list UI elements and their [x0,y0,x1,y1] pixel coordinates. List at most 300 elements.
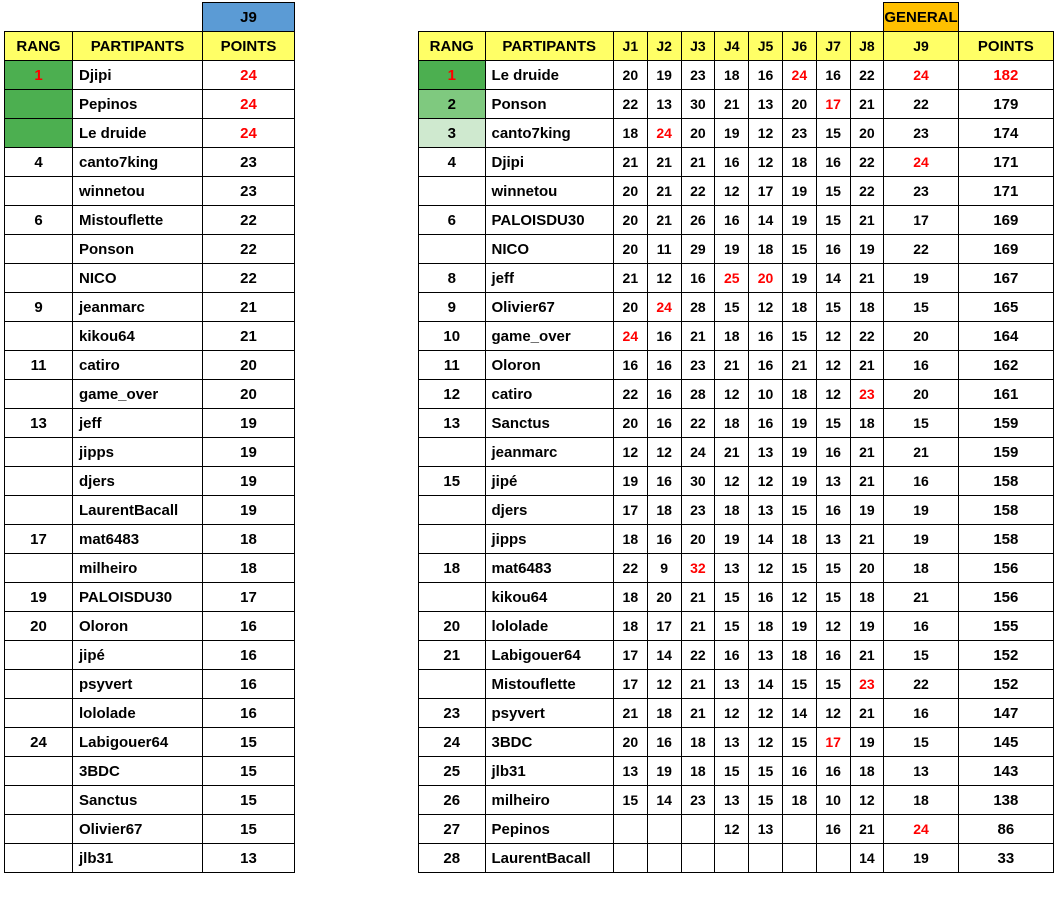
empty-cell [349,757,403,786]
journee-cell: 16 [681,264,715,293]
col-header-j7: J7 [816,32,850,61]
journee-cell: 23 [681,61,715,90]
journee-cell: 18 [613,583,647,612]
participant-cell: jlb31 [485,757,613,786]
table-row [419,844,1054,873]
total-points-cell: 155 [958,612,1053,641]
rank-cell: 4 [419,148,486,177]
points-cell: 15 [203,815,295,844]
journee-cell: 12 [816,699,850,728]
journee-cell: 21 [647,177,681,206]
empty-cell [349,3,403,32]
empty-cell [295,380,349,409]
journee-cell: 21 [850,351,884,380]
participant-cell: game_over [485,322,613,351]
journee-cell: 13 [816,467,850,496]
journee-cell: 24 [782,61,816,90]
empty-cell [349,525,403,554]
journee-cell: 30 [681,90,715,119]
empty-cell [782,3,816,32]
journee-cell: 19 [715,235,749,264]
journee-cell: 21 [850,438,884,467]
empty-cell [295,525,349,554]
points-cell: 19 [203,467,295,496]
journee-cell: 13 [715,786,749,815]
table-row [5,293,457,322]
points-cell: 24 [203,90,295,119]
table-row [5,380,457,409]
empty-cell [349,844,403,873]
rank-cell [5,177,73,206]
journee-cell: 17 [749,177,783,206]
journee-cell: 19 [782,177,816,206]
journee-cell: 15 [782,554,816,583]
total-points-cell: 169 [958,235,1053,264]
table-row [5,322,457,351]
journee-cell: 15 [816,206,850,235]
table-row [419,148,1054,177]
journee-cell: 14 [782,699,816,728]
journee-cell: 15 [715,757,749,786]
journee-cell: 19 [850,728,884,757]
col-header-j2: J2 [647,32,681,61]
points-cell: 23 [203,148,295,177]
table-row [5,699,457,728]
rank-cell: 24 [419,728,486,757]
table-row [5,235,457,264]
table-row [419,235,1054,264]
points-cell: 24 [203,61,295,90]
journee-cell: 22 [850,61,884,90]
participant-cell: PALOISDU30 [73,583,203,612]
col-header-points: POINTS [203,32,295,61]
points-cell: 17 [203,583,295,612]
journee-cell: 16 [715,641,749,670]
journee-cell [613,815,647,844]
total-points-cell: 159 [958,438,1053,467]
journee-cell: 12 [749,293,783,322]
journee-cell: 25 [715,264,749,293]
journee-cell: 20 [782,90,816,119]
table-row [419,554,1054,583]
col-header-participants: PARTIPANTS [485,32,613,61]
journee-cell: 23 [884,119,958,148]
general-top-header-row [419,3,1054,32]
j9-table-body [5,3,457,873]
journee-cell: 22 [884,90,958,119]
general-label: GENERAL [884,3,958,32]
rank-cell [5,554,73,583]
journee-cell: 12 [715,177,749,206]
journee-cell: 19 [850,235,884,264]
journee-cell: 20 [613,409,647,438]
participant-cell: lololade [73,699,203,728]
table-row [5,496,457,525]
rank-cell: 11 [419,351,486,380]
journee-cell: 15 [715,583,749,612]
total-points-cell: 159 [958,409,1053,438]
table-row [5,815,457,844]
journee-cell: 15 [884,641,958,670]
rank-cell [5,641,73,670]
col-header-j1: J1 [613,32,647,61]
participant-cell: Pepinos [73,90,203,119]
empty-cell [349,612,403,641]
journee-cell: 16 [816,235,850,264]
total-points-cell: 164 [958,322,1053,351]
participant-cell: Olivier67 [485,293,613,322]
journee-cell: 21 [681,583,715,612]
journee-cell: 10 [816,786,850,815]
rank-cell: 12 [419,380,486,409]
journee-cell: 20 [850,119,884,148]
journee-cell: 19 [850,612,884,641]
table-row [419,119,1054,148]
participant-cell: milheiro [485,786,613,815]
rank-cell [5,119,73,148]
journee-cell: 16 [647,409,681,438]
general-table-body [419,3,1054,873]
journee-cell: 21 [884,438,958,467]
journee-cell: 22 [681,409,715,438]
participant-cell: psyvert [73,670,203,699]
points-cell: 15 [203,728,295,757]
journee-cell: 17 [613,670,647,699]
journee-cell: 13 [749,90,783,119]
journee-cell: 14 [749,206,783,235]
points-cell: 20 [203,380,295,409]
table-row [419,61,1054,90]
journee-cell: 22 [850,322,884,351]
total-points-cell: 161 [958,380,1053,409]
journee-cell: 16 [816,438,850,467]
table-row [419,206,1054,235]
points-cell: 21 [203,293,295,322]
rank-cell: 6 [5,206,73,235]
rank-cell: 15 [419,467,486,496]
journee-cell: 12 [647,670,681,699]
rank-cell: 3 [419,119,486,148]
table-row [5,206,457,235]
journee-cell [647,815,681,844]
journee-cell: 12 [816,612,850,641]
journee-cell: 13 [749,815,783,844]
journee-cell: 18 [681,757,715,786]
journee-cell: 18 [647,699,681,728]
journee-cell: 12 [647,438,681,467]
journee-cell: 18 [884,554,958,583]
rank-cell [419,670,486,699]
journee-cell: 21 [782,351,816,380]
total-points-cell: 182 [958,61,1053,90]
total-points-cell: 162 [958,351,1053,380]
journee-cell: 16 [816,61,850,90]
journee-cell: 21 [613,148,647,177]
empty-cell [349,90,403,119]
empty-cell [295,264,349,293]
points-cell: 20 [203,351,295,380]
empty-cell [295,467,349,496]
journee-cell: 16 [884,467,958,496]
journee-cell: 29 [681,235,715,264]
points-cell: 15 [203,786,295,815]
journee-cell [613,844,647,873]
journee-cell: 16 [647,728,681,757]
journee-cell [749,844,783,873]
rank-cell: 23 [419,699,486,728]
empty-cell [715,3,749,32]
journee-cell: 19 [782,612,816,641]
journee-cell: 18 [782,525,816,554]
journee-cell [647,844,681,873]
journee-cell: 16 [647,351,681,380]
journee-cell: 18 [749,235,783,264]
participant-cell: Djipi [73,61,203,90]
journee-cell: 15 [816,583,850,612]
empty-cell [349,32,403,61]
empty-cell [295,583,349,612]
journee-cell: 24 [613,322,647,351]
j9-label: J9 [203,3,295,32]
rank-cell [5,90,73,119]
journee-cell: 16 [647,322,681,351]
journee-cell: 18 [715,409,749,438]
journee-cell: 18 [613,525,647,554]
participant-cell: mat6483 [485,554,613,583]
table-row [419,670,1054,699]
empty-cell [295,90,349,119]
rank-cell [5,670,73,699]
empty-cell [349,438,403,467]
participant-cell: winnetou [73,177,203,206]
rank-cell [5,757,73,786]
empty-cell [295,844,349,873]
journee-cell: 13 [749,438,783,467]
rank-cell [419,235,486,264]
journee-cell: 11 [647,235,681,264]
rank-cell: 9 [419,293,486,322]
empty-cell [295,351,349,380]
participant-cell: canto7king [73,148,203,177]
empty-cell [349,322,403,351]
empty-cell [295,148,349,177]
journee-cell: 30 [681,467,715,496]
journee-cell: 23 [884,177,958,206]
journee-cell: 17 [884,206,958,235]
points-cell: 15 [203,757,295,786]
points-cell: 24 [203,119,295,148]
empty-cell [295,699,349,728]
table-row [419,293,1054,322]
journee-cell: 24 [884,815,958,844]
points-cell: 21 [203,322,295,351]
rank-cell [5,844,73,873]
journee-cell: 19 [715,525,749,554]
participant-cell: Ponson [73,235,203,264]
journee-cell: 18 [715,496,749,525]
empty-cell [349,467,403,496]
rank-cell: 20 [5,612,73,641]
journee-cell: 16 [749,322,783,351]
participant-cell: Labigouer64 [485,641,613,670]
rank-cell: 20 [419,612,486,641]
journee-cell: 18 [884,786,958,815]
rank-cell [419,177,486,206]
participant-cell: 3BDC [485,728,613,757]
total-points-cell: 152 [958,670,1053,699]
total-points-cell: 158 [958,496,1053,525]
journee-cell: 18 [613,612,647,641]
journee-cell: 17 [816,90,850,119]
empty-cell [295,409,349,438]
journee-cell: 12 [816,351,850,380]
journee-cell: 21 [613,264,647,293]
empty-cell [349,351,403,380]
participant-cell: jeff [73,409,203,438]
journee-cell: 16 [884,351,958,380]
journee-cell: 16 [613,351,647,380]
journee-cell: 18 [782,786,816,815]
empty-cell [295,496,349,525]
journee-cell: 20 [613,206,647,235]
rank-cell [419,583,486,612]
journee-cell: 21 [850,206,884,235]
participant-cell: Sanctus [73,786,203,815]
journee-cell: 21 [884,583,958,612]
empty-cell [850,3,884,32]
journee-cell: 14 [749,670,783,699]
participant-cell: jipps [485,525,613,554]
journee-cell: 21 [850,815,884,844]
participant-cell: Le druide [485,61,613,90]
participant-cell: Olivier67 [73,815,203,844]
journee-cell: 18 [613,119,647,148]
journee-cell: 24 [681,438,715,467]
rank-cell: 8 [419,264,486,293]
empty-cell [681,3,715,32]
points-cell: 22 [203,264,295,293]
participant-cell: Labigouer64 [73,728,203,757]
rank-cell: 21 [419,641,486,670]
empty-cell [749,3,783,32]
journee-cell: 18 [850,293,884,322]
journee-cell: 16 [884,699,958,728]
empty-cell [349,670,403,699]
journee-cell [782,815,816,844]
empty-cell [349,496,403,525]
journee-cell: 24 [884,148,958,177]
total-points-cell: 138 [958,786,1053,815]
total-points-cell: 169 [958,206,1053,235]
journee-cell: 15 [884,409,958,438]
participant-cell: kikou64 [73,322,203,351]
journee-cell: 15 [884,293,958,322]
journee-cell: 19 [782,264,816,293]
total-points-cell: 179 [958,90,1053,119]
journee-cell: 20 [613,293,647,322]
journee-cell: 15 [816,409,850,438]
journee-cell [681,844,715,873]
journee-cell: 19 [782,438,816,467]
points-cell: 16 [203,612,295,641]
journee-cell: 18 [782,380,816,409]
table-row [419,177,1054,206]
j9-top-header-row [5,3,457,32]
total-points-cell: 156 [958,554,1053,583]
j9-results-table [4,2,457,873]
journee-cell: 14 [647,641,681,670]
journee-cell: 16 [647,525,681,554]
empty-cell [295,119,349,148]
participant-cell: canto7king [485,119,613,148]
journee-cell: 14 [647,786,681,815]
journee-cell: 20 [647,583,681,612]
empty-cell [349,206,403,235]
journee-cell: 18 [850,757,884,786]
empty-cell [349,119,403,148]
empty-cell [349,815,403,844]
journee-cell: 21 [613,699,647,728]
participant-cell: Le druide [73,119,203,148]
total-points-cell: 147 [958,699,1053,728]
empty-cell [349,699,403,728]
journee-cell: 16 [715,148,749,177]
table-row [5,148,457,177]
journee-cell: 13 [715,554,749,583]
journee-cell: 22 [681,177,715,206]
participant-cell: catiro [485,380,613,409]
empty-cell [349,583,403,612]
rank-cell [5,264,73,293]
participant-cell: Djipi [485,148,613,177]
journee-cell: 14 [816,264,850,293]
journee-cell: 21 [647,206,681,235]
participant-cell: milheiro [73,554,203,583]
journee-cell: 12 [749,119,783,148]
journee-cell: 15 [782,496,816,525]
participant-cell: jeanmarc [485,438,613,467]
journee-cell: 14 [749,525,783,554]
participant-cell: LaurentBacall [485,844,613,873]
empty-cell [647,3,681,32]
total-points-cell: 167 [958,264,1053,293]
journee-cell: 20 [681,525,715,554]
journee-cell: 17 [647,612,681,641]
journee-cell: 17 [816,728,850,757]
participant-cell: LaurentBacall [73,496,203,525]
table-row [5,844,457,873]
empty-cell [349,177,403,206]
table-row [419,380,1054,409]
total-points-cell: 158 [958,467,1053,496]
points-cell: 19 [203,496,295,525]
journee-cell: 20 [884,322,958,351]
table-row [419,641,1054,670]
j9-header-row [5,32,457,61]
empty-cell [295,61,349,90]
journee-cell: 15 [884,728,958,757]
journee-cell: 23 [782,119,816,148]
participant-cell: jipé [485,467,613,496]
journee-cell: 16 [749,61,783,90]
rank-cell: 1 [5,61,73,90]
journee-cell: 19 [715,119,749,148]
journee-cell: 18 [647,496,681,525]
rank-cell: 27 [419,815,486,844]
journee-cell: 20 [613,728,647,757]
journee-cell: 20 [884,380,958,409]
table-row [419,525,1054,554]
